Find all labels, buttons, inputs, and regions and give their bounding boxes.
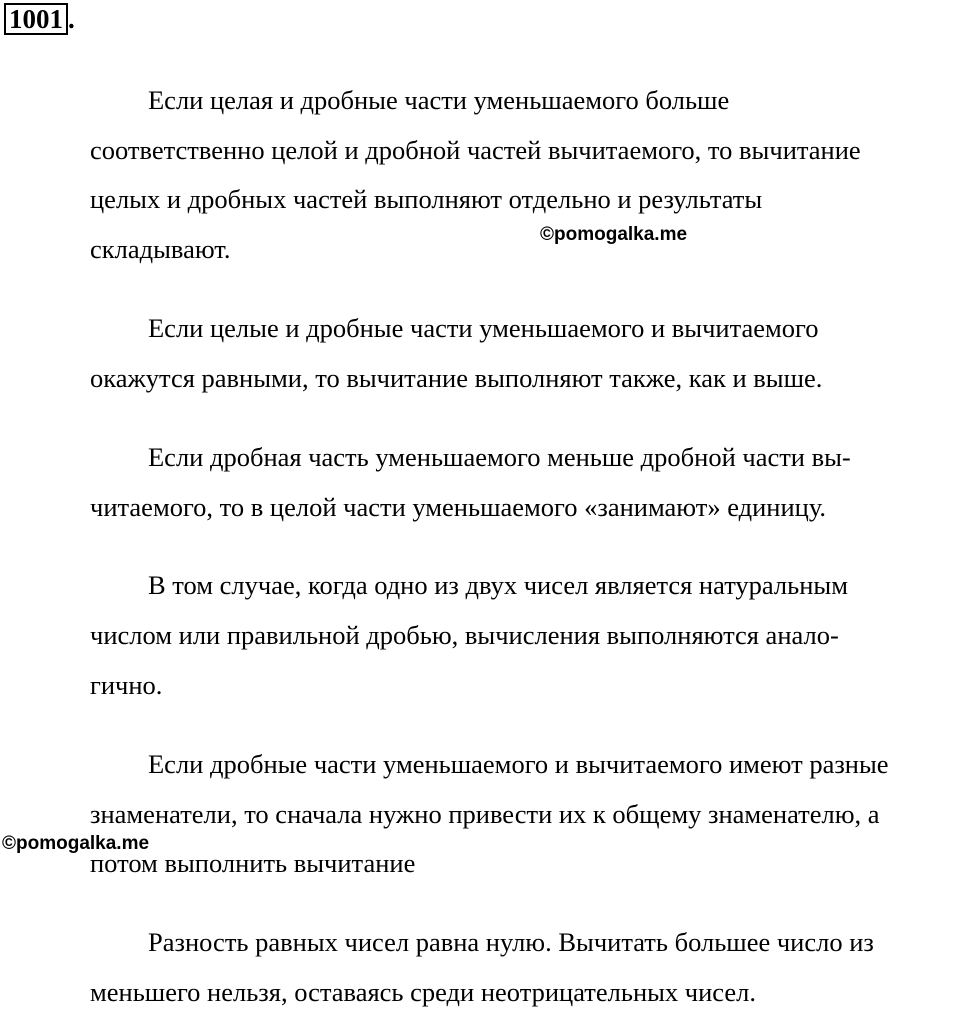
paragraph-4-line-1: В том случае, когда одно из двух чисел является натуральным	[148, 570, 848, 600]
paragraph-1-line-2: соответственно целой и дробной частей вычитаемого, то вычитание	[90, 135, 861, 165]
paragraph-1-line-4: складывают.	[90, 234, 231, 264]
paragraph-5-line-1: Если дробные части уменьшаемого и вычитаемого имеют разные	[148, 749, 889, 779]
problem-number	[4, 3, 75, 35]
paragraph-4-line-2: числом или правильной дробью, вычисления выполняются анало-	[90, 620, 839, 650]
paragraph-5-line-2: знаменатели, то сначала нужно привести их к общему знаменателю, а	[90, 799, 880, 829]
paragraph-1-line-3: целых и дробных частей выполняют отдельно и результаты	[90, 184, 763, 214]
paragraph-3-line-1: Если дробная часть уменьшаемого меньше дробной части вы-	[148, 442, 851, 472]
paragraph-4-line-3: гично.	[90, 670, 163, 700]
paragraph-6-line-2: меньшего нельзя, оставаясь среди неотрицательных чисел.	[90, 977, 757, 1007]
watermark-top: ©pomogalka.me	[540, 224, 688, 245]
paragraph-2-line-2: окажутся равными, то вычитание выполняют также, как и выше.	[90, 363, 823, 393]
paragraph-2-line-1: Если целые и дробные части уменьшаемого и вычитаемого	[148, 313, 819, 343]
problem-number-box: 1001	[4, 3, 68, 35]
watermark-bottom: ©pomogalka.me	[2, 833, 150, 854]
problem-number-suffix: .	[68, 4, 75, 34]
paragraph-6-line-1: Разность равных чисел равна нулю. Вычитать большее число из	[148, 927, 874, 957]
paragraph-1-line-1: Если целая и дробные части уменьшаемого больше	[148, 85, 730, 115]
paragraph-5-line-3: потом выполнить вычитание	[90, 848, 416, 878]
paragraph-3-line-2: читаемого, то в целой части уменьшаемого «занимают» единицу.	[90, 492, 827, 522]
